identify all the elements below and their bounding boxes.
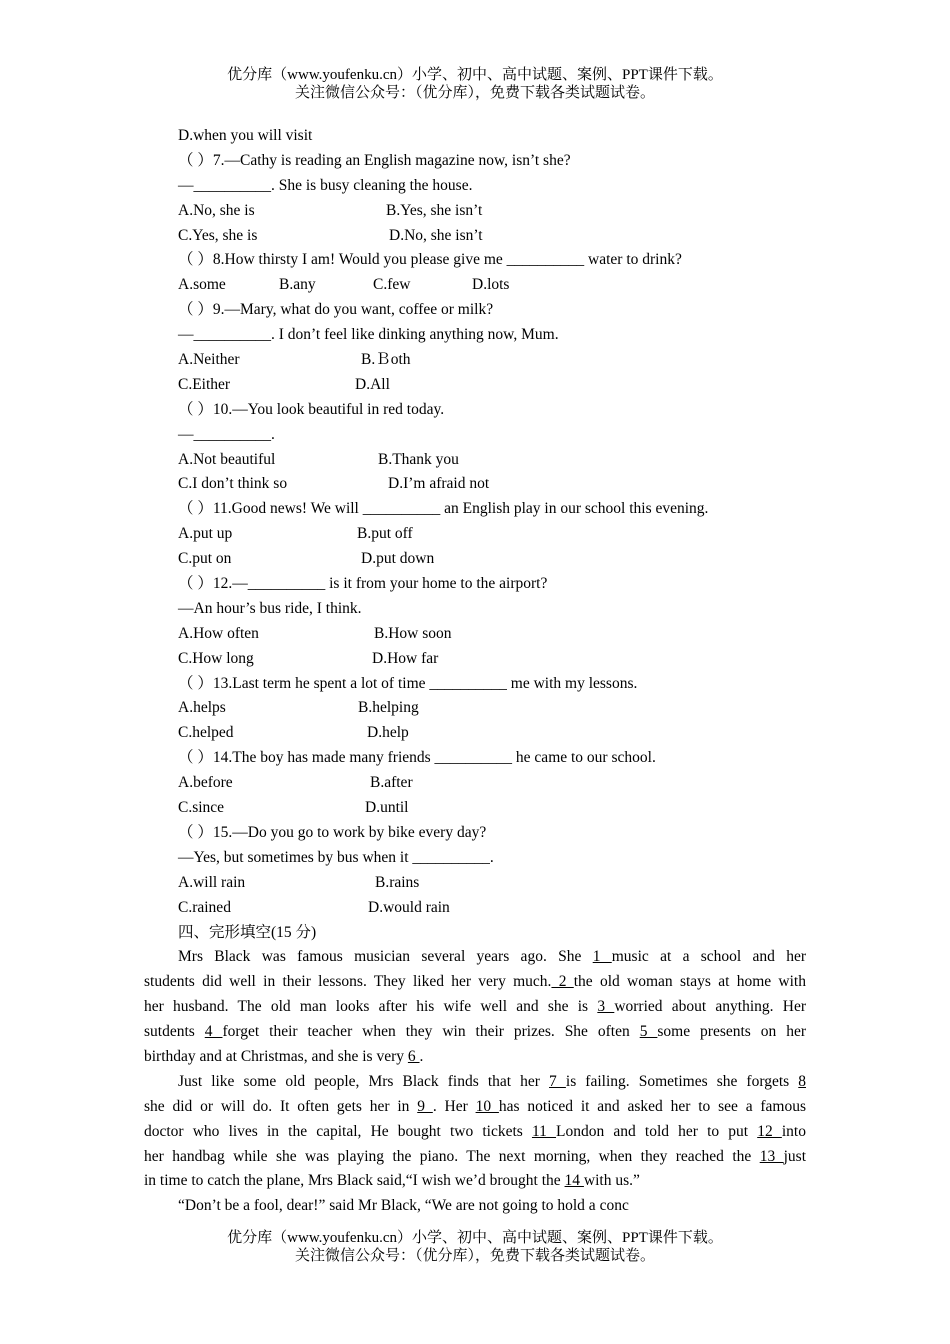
option-d: D.lots xyxy=(472,276,510,294)
passage-text: students did well in their lessons. They liked her very much. xyxy=(144,973,552,991)
cloze-blank: 8 xyxy=(798,1072,806,1090)
option-a: A.put up xyxy=(178,525,233,543)
answer-options xyxy=(0,522,950,547)
passage-text: forget their teacher when they win their prizes. She often xyxy=(222,1023,640,1041)
option-a: A.before xyxy=(178,774,233,792)
question-line: （ ）14.The boy has made many friends __________ he came to our school. xyxy=(178,749,656,767)
question-line: —An hour’s bus ride, I think. xyxy=(178,599,362,617)
passage-text: “Don’t be a fool, dear!” said Mr Black, “We are not going to hold a conc xyxy=(178,1197,629,1215)
question-line: （ ）12.—__________ is it from your home to the airport? xyxy=(178,575,548,593)
option-a: A.some xyxy=(178,276,226,294)
cloze-blank: 7 xyxy=(549,1072,566,1090)
option-a: A.No, she is xyxy=(178,201,255,219)
passage-text: her handbag while she was playing the piano. The next morning, when they reached the xyxy=(144,1147,760,1165)
question-line: （ ）13.Last term he spent a lot of time __________ me with my lessons. xyxy=(178,674,638,692)
answer-options xyxy=(0,896,950,921)
option-a: C.rained xyxy=(178,898,231,916)
option-a: C.How long xyxy=(178,649,254,667)
answer-options xyxy=(0,373,950,398)
passage-text: doctor who lives in the capital, He bought two tickets xyxy=(144,1122,532,1140)
passage-line xyxy=(144,1070,806,1095)
passage-line xyxy=(144,1169,806,1194)
passage-text: worried about anything. Her xyxy=(614,998,806,1016)
option-b: D.I’m afraid not xyxy=(388,475,490,493)
passage-line xyxy=(144,1020,806,1045)
answer-options xyxy=(0,472,950,497)
option-a: C.since xyxy=(178,799,225,817)
cloze-blank: 3 xyxy=(597,998,615,1016)
option-b: B.Thank you xyxy=(378,450,459,468)
exam-content xyxy=(0,124,950,1219)
option-a: A.will rain xyxy=(178,873,246,891)
option-a: C.helped xyxy=(178,724,234,742)
passage-text: birthday and at Christmas, and she is very xyxy=(144,1047,408,1065)
passage-text: London and told her to put xyxy=(556,1122,758,1140)
cloze-passage xyxy=(0,945,806,1219)
passage-text: she did or will do. It often gets her in xyxy=(144,1097,418,1115)
question-line: （ ）11.Good news! We will __________ an English play in our school this evening. xyxy=(178,500,709,518)
cloze-blank: 11 xyxy=(531,1122,557,1140)
option-b: D.All xyxy=(355,375,390,393)
answer-options xyxy=(0,647,950,672)
answer-options xyxy=(0,696,950,721)
option-b: B.after xyxy=(370,774,413,792)
option-b: B.any xyxy=(279,276,316,294)
passage-line xyxy=(144,1045,806,1070)
passage-text: the old woman stays at home with xyxy=(573,973,806,991)
passage-line xyxy=(144,1120,806,1145)
passage-line xyxy=(144,1194,806,1219)
passage-text: music at a school and her xyxy=(611,948,806,966)
passage-text: with us.” xyxy=(583,1172,640,1190)
option-c: C.few xyxy=(373,276,411,294)
footer-line-1: 优分库（www.youfenku.cn）小学、初中、高中试题、案例、PPT课件下载。 xyxy=(227,1230,723,1246)
watermark-footer xyxy=(0,1229,950,1265)
passage-text: into xyxy=(781,1122,806,1140)
answer-options xyxy=(0,771,950,796)
header-line-1: 优分库（www.youfenku.cn）小学、初中、高中试题、案例、PPT课件下载。 xyxy=(227,67,723,83)
option-b: D.No, she isn’t xyxy=(389,226,483,244)
passage-text: . Her xyxy=(432,1097,476,1115)
option-a: C.Yes, she is xyxy=(178,226,258,244)
passage-line xyxy=(144,970,806,995)
cloze-blank: 6 xyxy=(407,1047,420,1065)
question-line: D.when you will visit xyxy=(178,127,313,144)
option-b: D.until xyxy=(365,799,409,817)
passage-text: Just like some old people, Mrs Black finds that her xyxy=(178,1072,550,1090)
watermark-header xyxy=(0,66,950,102)
footer-line-2: 关注微信公众号：（优分库），免费下载各类试题试卷。 xyxy=(294,1248,655,1264)
question-line: —__________. I don’t feel like dinking anything now, Mum. xyxy=(178,326,559,344)
passage-text: Mrs Black was famous musician several years ago. She xyxy=(178,948,593,966)
option-a: A.How often xyxy=(178,624,259,642)
cloze-blank: 2 xyxy=(551,973,574,991)
answer-options xyxy=(0,448,950,473)
cloze-blank: 5 xyxy=(639,1023,658,1041)
question-line: —__________. xyxy=(178,425,275,443)
cloze-blank: 4 xyxy=(204,1023,223,1041)
question-line: （ ）10.—You look beautiful in red today. xyxy=(178,400,445,418)
answer-options xyxy=(0,273,950,298)
passage-text: just xyxy=(783,1147,806,1165)
passage-line xyxy=(144,1095,806,1120)
passage-text: has noticed it and asked her to see a famous xyxy=(498,1097,806,1115)
question-line: —Yes, but sometimes by bus when it __________. xyxy=(178,848,494,866)
cloze-blank: 12 xyxy=(757,1122,782,1140)
question-line: （ ）15.—Do you go to work by bike every day? xyxy=(178,823,487,841)
option-a: C.I don’t think so xyxy=(178,475,288,493)
option-a: A.Neither xyxy=(178,351,240,369)
option-b: B.helping xyxy=(358,699,419,717)
answer-options xyxy=(0,224,950,249)
question-line: —__________. She is busy cleaning the house. xyxy=(178,176,473,194)
cloze-blank: 13 xyxy=(759,1147,784,1165)
option-a: C.Either xyxy=(178,375,231,393)
option-b: D.help xyxy=(367,724,409,742)
answer-options xyxy=(0,547,950,572)
cloze-blank: 10 xyxy=(475,1097,499,1115)
passage-text: sutdents xyxy=(144,1023,205,1041)
option-a: A.helps xyxy=(178,699,226,717)
option-b: D.would rain xyxy=(368,898,450,916)
option-b: B.How soon xyxy=(374,624,452,642)
question-line: （ ）8.How thirsty I am! Would you please give me __________ water to drink? xyxy=(178,251,682,269)
answer-options xyxy=(0,721,950,746)
option-b: B.Ｂoth xyxy=(361,351,411,369)
answer-options xyxy=(0,622,950,647)
question-list xyxy=(0,124,950,945)
question-line: 四、完形填空(15 分) xyxy=(178,923,317,941)
option-a: A.Not beautiful xyxy=(178,450,276,468)
passage-line xyxy=(144,995,806,1020)
passage-text: is failing. Sometimes she forgets xyxy=(565,1072,799,1090)
cloze-blank: 14 xyxy=(564,1172,584,1190)
passage-text: in time to catch the plane, Mrs Black said,“I wish we’d brought the xyxy=(144,1172,565,1190)
cloze-blank: 1 xyxy=(592,948,612,966)
passage-line xyxy=(144,1145,806,1170)
answer-options xyxy=(0,199,950,224)
option-b: D.How far xyxy=(372,649,439,667)
option-a: C.put on xyxy=(178,550,232,568)
question-line: （ ）7.—Cathy is reading an English magazine now, isn’t she? xyxy=(178,151,571,169)
header-line-2: 关注微信公众号：（优分库），免费下载各类试题试卷。 xyxy=(294,85,655,101)
passage-text: some presents on her xyxy=(657,1023,806,1041)
option-b: B.Yes, she isn’t xyxy=(386,201,483,219)
passage-text: her husband. The old man looks after his wife well and she is xyxy=(144,998,598,1016)
option-b: D.put down xyxy=(361,550,435,568)
passage-line xyxy=(144,945,806,970)
option-b: B.rains xyxy=(375,873,420,891)
cloze-blank: 9 xyxy=(417,1097,433,1115)
answer-options xyxy=(0,871,950,896)
question-line: （ ）9.—Mary, what do you want, coffee or milk? xyxy=(178,301,494,319)
answer-options xyxy=(0,796,950,821)
passage-text: . xyxy=(419,1047,424,1065)
option-b: B.put off xyxy=(357,525,413,543)
answer-options xyxy=(0,348,950,373)
